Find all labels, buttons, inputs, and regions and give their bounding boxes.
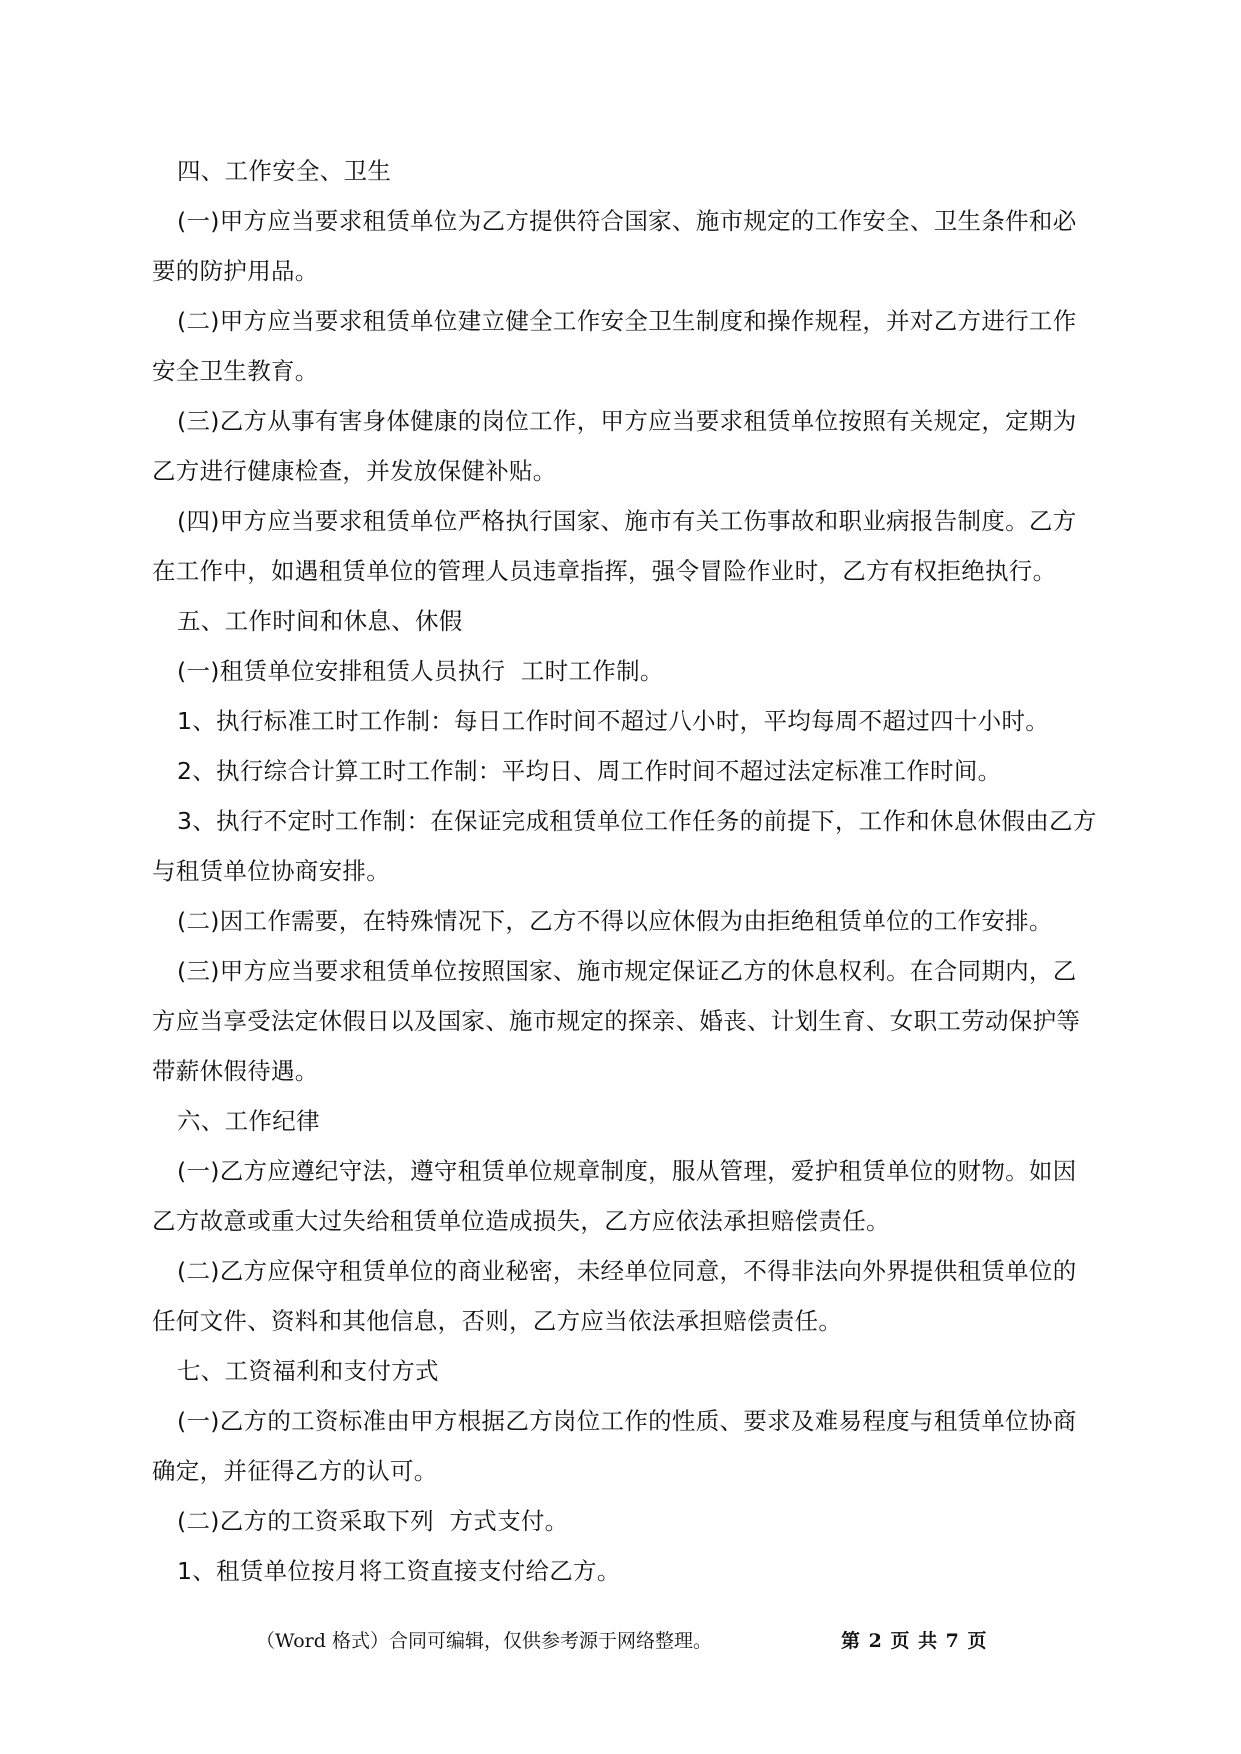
paragraph: (二)甲方应当要求租赁单位建立健全工作安全卫生制度和操作规程，并对乙方进行工作安全卫生教育。 <box>152 307 1077 385</box>
paragraph: 1、执行标准工时工作制：每日工作时间不超过八小时，平均每周不超过四十小时。 <box>177 707 1050 735</box>
paragraph: (一)乙方的工资标准由甲方根据乙方岗位工作的性质、要求及难易程度与租赁单位协商确定，并征得乙方的认可。 <box>152 1407 1077 1485</box>
paragraph: (四)甲方应当要求租赁单位严格执行国家、施市有关工伤事故和职业病报告制度。乙方在工作中，如遇租赁单位的管理人员违章指挥，强令冒险作业时，乙方有权拒绝执行。 <box>152 507 1077 585</box>
section-heading-working-hours: 五、工作时间和休息、休假 <box>177 607 463 635</box>
section-heading-safety: 四、工作安全、卫生 <box>177 157 392 185</box>
page-footer <box>0 1626 1241 1656</box>
paragraph: (二)乙方的工资采取下列 方式支付。 <box>177 1507 569 1535</box>
paragraph: (三)甲方应当要求租赁单位按照国家、施市规定保证乙方的休息权利。在合同期内，乙方应当享受法定休假日以及国家、施市规定的探亲、婚丧、计划生育、女职工劳动保护等带薪休假待遇。 <box>152 957 1081 1085</box>
paragraph: (一)乙方应遵纪守法，遵守租赁单位规章制度，服从管理，爱护租赁单位的财物。如因乙方故意或重大过失给租赁单位造成损失，乙方应依法承担赔偿责任。 <box>152 1157 1077 1235</box>
page-number: 第 2 页 共 7 页 <box>841 1630 988 1652</box>
paragraph: (二)乙方应保守租赁单位的商业秘密，未经单位同意，不得非法向外界提供租赁单位的任何文件、资料和其他信息，否则，乙方应当依法承担赔偿责任。 <box>152 1257 1077 1335</box>
section-heading-discipline: 六、工作纪律 <box>177 1107 320 1135</box>
paragraph: 3、执行不定时工作制：在保证完成租赁单位工作任务的前提下，工作和休息休假由乙方与租赁单位协商安排。 <box>152 807 1097 885</box>
footer-note: （Word 格式）合同可编辑，仅供参考源于网络整理。 <box>256 1630 712 1652</box>
paragraph: 1、租赁单位按月将工资直接支付给乙方。 <box>177 1557 621 1585</box>
paragraph: (二)因工作需要，在特殊情况下，乙方不得以应休假为由拒绝租赁单位的工作安排。 <box>177 907 1053 935</box>
section-heading-wages: 七、工资福利和支付方式 <box>177 1357 439 1385</box>
paragraph: (三)乙方从事有害身体健康的岗位工作，甲方应当要求租赁单位按照有关规定，定期为乙方进行健康检查，并发放保健补贴。 <box>152 407 1077 485</box>
paragraph: (一)甲方应当要求租赁单位为乙方提供符合国家、施市规定的工作安全、卫生条件和必要的防护用品。 <box>152 207 1077 285</box>
paragraph: (一)租赁单位安排租赁人员执行 工时工作制。 <box>177 657 664 685</box>
paragraph: 2、执行综合计算工时工作制：平均日、周工作时间不超过法定标准工作时间。 <box>177 757 1002 785</box>
document-body <box>152 146 1100 1596</box>
